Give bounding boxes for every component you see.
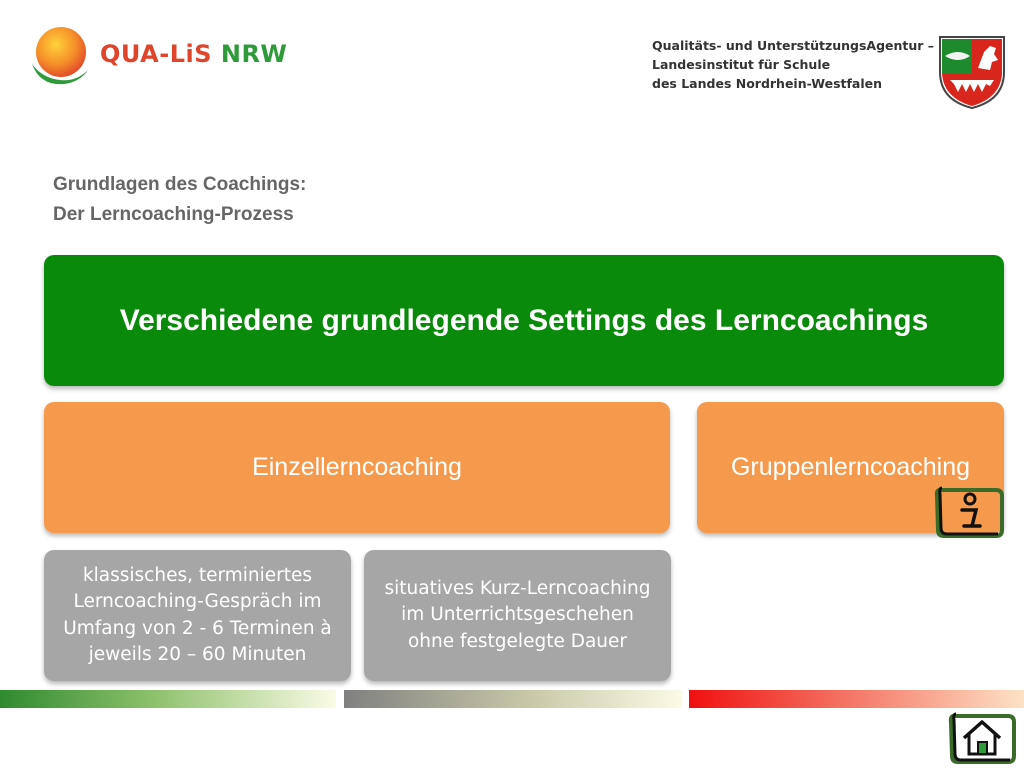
footer-bar-grey — [344, 690, 682, 708]
klassisch-coaching-box — [44, 550, 351, 681]
klassisch-coaching-text: klassisches, terminiertes Lerncoaching-Gespräch im Umfang von 2 - 6 Terminen à jeweils 20 – 60 Minuten — [63, 564, 332, 665]
settings-title-box — [44, 255, 1004, 386]
footer-bar-red — [689, 690, 1024, 708]
situativ-coaching-text: situatives Kurz-Lerncoaching im Unterrichtsgeschehen ohne festgelegte Dauer — [384, 577, 651, 652]
info-person-icon[interactable] — [934, 486, 1006, 540]
home-icon[interactable] — [948, 710, 1016, 766]
einzel-coaching-box — [44, 402, 670, 533]
agency-line-1: Qualitäts- und UnterstützungsAgentur – — [652, 38, 935, 53]
footer-bar-green — [0, 690, 336, 708]
nrw-crest-icon — [936, 34, 1008, 110]
qualis-logo-text: QUA-LiS NRW — [100, 40, 288, 68]
slide-subtitle — [53, 170, 306, 230]
qualis-sun-icon — [28, 24, 94, 88]
subtitle-line-1: Grundlagen des Coachings: — [53, 174, 307, 195]
agency-line-2: Landesinstitut für Schule — [652, 57, 831, 72]
einzel-coaching-label: Einzellerncoaching — [252, 453, 462, 481]
agency-name — [652, 36, 935, 93]
gruppen-coaching-label: Gruppenlerncoaching — [730, 453, 971, 481]
qualis-logo — [28, 24, 288, 88]
settings-title: Verschiedene grundlegende Settings des Lerncoachings — [119, 303, 929, 337]
subtitle-line-2: Der Lerncoaching-Prozess — [53, 204, 294, 225]
situativ-coaching-box — [364, 550, 671, 681]
agency-line-3: des Landes Nordrhein-Westfalen — [652, 76, 883, 91]
